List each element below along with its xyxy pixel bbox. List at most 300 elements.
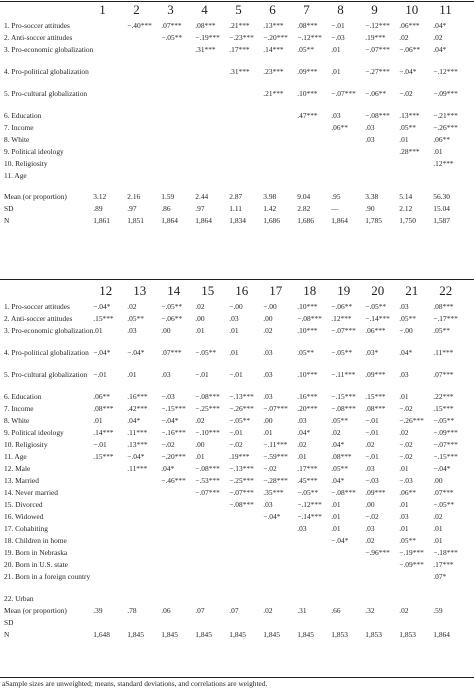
table-row bbox=[0, 122, 465, 134]
table-cell: 1,845 bbox=[161, 630, 178, 639]
table-cell bbox=[195, 593, 229, 605]
table-cell: .31 bbox=[297, 606, 307, 615]
table-cell bbox=[433, 593, 465, 605]
table-cell: .03 bbox=[297, 416, 307, 425]
table-cell: .16*** bbox=[127, 392, 148, 401]
table-cell: −.25*** bbox=[195, 404, 220, 413]
table-cell bbox=[93, 523, 127, 535]
table-cell: .04* bbox=[331, 476, 345, 485]
table-cell bbox=[263, 593, 297, 605]
table-cell: .32 bbox=[365, 606, 375, 615]
table-cell: −.04* bbox=[161, 416, 179, 425]
table-cell: 1,853 bbox=[365, 630, 382, 639]
table-cell: .01 bbox=[229, 326, 239, 335]
table-cell: 1,853 bbox=[399, 630, 416, 639]
table-cell: .01 bbox=[331, 512, 341, 521]
table-cell: .03 bbox=[263, 500, 273, 509]
table-cell: −.07*** bbox=[331, 326, 356, 335]
table-row bbox=[0, 20, 465, 32]
table-cell bbox=[127, 44, 161, 66]
table-cell: 2.16 bbox=[127, 192, 141, 201]
table-cell: .13*** bbox=[399, 111, 420, 120]
table-cell: .05** bbox=[399, 536, 416, 545]
table-cell bbox=[297, 535, 331, 547]
summary-row-sd bbox=[0, 617, 465, 629]
table-cell: .09*** bbox=[365, 370, 386, 379]
table-cell bbox=[297, 593, 331, 605]
mid-rule bbox=[0, 279, 474, 280]
table-cell bbox=[93, 593, 127, 605]
table-cell: .17*** bbox=[433, 560, 454, 569]
table-cell: .01 bbox=[331, 500, 341, 509]
table-cell: .06*** bbox=[399, 21, 420, 30]
table-cell: .05** bbox=[127, 314, 144, 323]
table-cell: 1,853 bbox=[331, 630, 348, 639]
table-cell bbox=[365, 593, 399, 605]
correlation-table-bottom bbox=[0, 281, 465, 641]
row-label: 10. Religiosity bbox=[4, 440, 48, 449]
table-cell: −.02 bbox=[161, 440, 175, 449]
table-cell: .03* bbox=[365, 348, 379, 357]
table-cell: −.02 bbox=[399, 404, 413, 413]
row-label: 8. White bbox=[4, 416, 30, 425]
table-cell: .08*** bbox=[195, 21, 216, 30]
summary-row-mean bbox=[0, 605, 465, 617]
table-cell: 3.12 bbox=[93, 192, 107, 201]
row-label: Mean (or proportion) bbox=[4, 606, 67, 615]
table-cell: .15*** bbox=[365, 392, 386, 401]
table-cell: −.09*** bbox=[433, 428, 458, 437]
table-cell: .07*** bbox=[433, 488, 454, 497]
table-cell: .03 bbox=[399, 512, 409, 521]
table-cell bbox=[195, 146, 229, 158]
table-cell: .07* bbox=[433, 572, 447, 581]
table-cell bbox=[93, 535, 127, 547]
table-cell bbox=[93, 20, 127, 32]
table-row bbox=[0, 44, 465, 66]
table-cell: .08*** bbox=[433, 302, 454, 311]
table-cell bbox=[399, 170, 433, 182]
table-cell: .01 bbox=[399, 500, 409, 509]
table-cell bbox=[93, 463, 127, 475]
table-cell bbox=[161, 170, 195, 182]
table-cell bbox=[127, 122, 161, 134]
row-label: 7. Income bbox=[4, 404, 34, 413]
table-cell: −.17*** bbox=[433, 314, 458, 323]
table-cell bbox=[229, 617, 263, 629]
table-cell: .07*** bbox=[161, 21, 182, 30]
row-label: 21. Born in a foreign country bbox=[4, 572, 91, 581]
table-cell: .02 bbox=[365, 536, 375, 545]
table-footnote: aSample sizes are unweighted; means, standard deviations, and correlations are weighted. bbox=[2, 679, 268, 688]
table-cell: 1.42 bbox=[263, 204, 277, 213]
table-cell bbox=[127, 571, 161, 593]
table-cell: .01 bbox=[433, 147, 443, 156]
table-cell bbox=[127, 88, 161, 110]
correlation-table-top bbox=[0, 0, 465, 227]
table-cell: .01 bbox=[399, 524, 409, 533]
table-cell bbox=[229, 146, 263, 158]
table-row bbox=[0, 499, 465, 511]
row-label: Mean (or proportion) bbox=[4, 192, 67, 201]
table-cell: −.26*** bbox=[399, 416, 424, 425]
summary-row-sd bbox=[0, 203, 465, 215]
table-row bbox=[0, 593, 465, 605]
row-label: 17. Cohabiting bbox=[4, 524, 48, 533]
table-cell: −.15*** bbox=[433, 452, 458, 461]
table-cell: −.25*** bbox=[229, 476, 254, 485]
table-cell bbox=[263, 158, 297, 170]
column-header: 13 bbox=[133, 283, 147, 298]
table-row bbox=[0, 487, 465, 499]
table-cell: −.04* bbox=[93, 348, 111, 357]
table-cell: 3.98 bbox=[263, 192, 277, 201]
table-cell: 1,750 bbox=[399, 216, 416, 225]
table-cell: 1,845 bbox=[297, 630, 314, 639]
table-cell bbox=[127, 134, 161, 146]
table-cell: 56.30 bbox=[433, 192, 450, 201]
table-row bbox=[0, 301, 465, 313]
table-cell: .45*** bbox=[297, 476, 318, 485]
table-cell bbox=[229, 134, 263, 146]
table-cell bbox=[195, 110, 229, 122]
table-row bbox=[0, 475, 465, 487]
table-cell: .04* bbox=[331, 440, 345, 449]
table-cell: 9.04 bbox=[297, 192, 311, 201]
table-cell bbox=[263, 110, 297, 122]
row-label: 1. Pro-soccer attitudes bbox=[4, 21, 70, 30]
table-cell: .00 bbox=[263, 314, 273, 323]
table-cell: 1,648 bbox=[93, 630, 110, 639]
table-cell: .15*** bbox=[433, 404, 454, 413]
table-cell bbox=[161, 547, 195, 559]
table-row bbox=[0, 391, 465, 403]
table-cell: .66 bbox=[331, 606, 341, 615]
column-header: 21 bbox=[405, 283, 419, 298]
table-cell: .09*** bbox=[297, 67, 318, 76]
table-cell: −.07*** bbox=[433, 440, 458, 449]
column-header: 4 bbox=[201, 2, 208, 17]
table-cell bbox=[263, 559, 297, 571]
table-cell: −.11*** bbox=[263, 440, 288, 449]
table-cell bbox=[127, 110, 161, 122]
row-label: 22. Urban bbox=[4, 594, 34, 603]
row-label: 18. Children in home bbox=[4, 536, 67, 545]
table-cell bbox=[365, 170, 399, 182]
table-cell bbox=[93, 88, 127, 110]
table-cell bbox=[297, 122, 331, 134]
table-cell: −.59*** bbox=[263, 452, 288, 461]
table-cell: −.96*** bbox=[365, 548, 390, 557]
table-cell: 1,587 bbox=[433, 216, 450, 225]
table-cell: −.07*** bbox=[229, 488, 254, 497]
table-cell: .14*** bbox=[93, 428, 114, 437]
summary-row-n bbox=[0, 215, 465, 227]
table-cell: .04* bbox=[433, 45, 447, 54]
table-cell: .13*** bbox=[127, 440, 148, 449]
table-cell bbox=[297, 617, 331, 629]
table-cell bbox=[127, 617, 161, 629]
column-header: 17 bbox=[269, 283, 283, 298]
table-cell: .07 bbox=[229, 606, 239, 615]
table-cell: 1,845 bbox=[263, 630, 280, 639]
table-cell bbox=[93, 547, 127, 559]
table-cell: −.21*** bbox=[433, 111, 458, 120]
table-cell: .19*** bbox=[229, 452, 250, 461]
table-cell: .08*** bbox=[331, 452, 352, 461]
column-header: 6 bbox=[269, 2, 276, 17]
table-cell: .42*** bbox=[127, 404, 148, 413]
row-label: 4. Pro-political globalization bbox=[4, 348, 89, 357]
table-cell: −.02 bbox=[399, 440, 413, 449]
table-cell: −.14*** bbox=[297, 512, 322, 521]
table-cell bbox=[331, 593, 365, 605]
table-cell: 1,851 bbox=[127, 216, 144, 225]
table-cell bbox=[433, 617, 465, 629]
table-cell: .01 bbox=[399, 135, 409, 144]
row-label: 7. Income bbox=[4, 123, 34, 132]
row-label: 5. Pro-cultural globalization bbox=[4, 370, 88, 379]
table-cell bbox=[331, 158, 365, 170]
table-row bbox=[0, 439, 465, 451]
table-cell bbox=[195, 134, 229, 146]
table-cell bbox=[331, 146, 365, 158]
table-cell: −.04* bbox=[433, 464, 451, 473]
table-cell bbox=[229, 158, 263, 170]
table-cell bbox=[93, 134, 127, 146]
table-cell: −.20*** bbox=[263, 33, 288, 42]
table-cell: .03 bbox=[365, 524, 375, 533]
table-cell: .01 bbox=[263, 428, 273, 437]
table-cell: −.01 bbox=[195, 370, 209, 379]
table-cell: −.07*** bbox=[263, 404, 288, 413]
table-cell: .00 bbox=[195, 314, 205, 323]
table-cell: −.01 bbox=[93, 370, 107, 379]
table-cell: −.13*** bbox=[229, 392, 254, 401]
table-cell: .02 bbox=[399, 428, 409, 437]
row-label: 5. Pro-cultural globalization bbox=[4, 89, 88, 98]
row-label: 9. Political ideology bbox=[4, 428, 64, 437]
table-cell: .02 bbox=[263, 326, 273, 335]
column-header: 5 bbox=[235, 2, 242, 17]
column-header: 20 bbox=[371, 283, 385, 298]
table-cell: 1.11 bbox=[229, 204, 242, 213]
table-cell: −.10*** bbox=[195, 428, 220, 437]
table-cell bbox=[331, 547, 365, 559]
table-cell bbox=[161, 511, 195, 523]
table-cell: .03 bbox=[331, 111, 341, 120]
table-cell: −.08*** bbox=[331, 488, 356, 497]
table-cell bbox=[161, 593, 195, 605]
column-header: 15 bbox=[201, 283, 215, 298]
table-cell bbox=[365, 617, 399, 629]
table-cell: .15*** bbox=[93, 452, 114, 461]
table-cell: .04* bbox=[399, 348, 413, 357]
table-cell: .01 bbox=[195, 326, 205, 335]
table-cell: .95 bbox=[331, 192, 341, 201]
table-cell: −.05** bbox=[161, 302, 183, 311]
table-cell bbox=[127, 559, 161, 571]
table-cell: .10*** bbox=[297, 302, 318, 311]
table-cell bbox=[297, 559, 331, 571]
table-cell: — bbox=[331, 204, 339, 213]
table-cell: −.04* bbox=[93, 302, 111, 311]
row-label: 2. Anti-soccer attitudes bbox=[4, 314, 73, 323]
table-cell: .31*** bbox=[195, 45, 216, 54]
row-label: 6. Education bbox=[4, 111, 42, 120]
table-cell: .01 bbox=[229, 348, 239, 357]
table-row bbox=[0, 32, 465, 44]
row-label: 2. Anti-soccer attitudes bbox=[4, 33, 73, 42]
table-cell: .03 bbox=[229, 314, 239, 323]
table-cell bbox=[229, 110, 263, 122]
header-corner bbox=[0, 281, 93, 301]
table-cell: .20*** bbox=[297, 404, 318, 413]
table-cell: 1,861 bbox=[93, 216, 110, 225]
table-cell bbox=[263, 547, 297, 559]
table-cell: .01 bbox=[331, 67, 341, 76]
table-cell bbox=[297, 571, 331, 593]
column-header: 18 bbox=[303, 283, 317, 298]
table-row bbox=[0, 146, 465, 158]
table-cell: −.06** bbox=[399, 45, 421, 54]
table-cell: .21*** bbox=[263, 89, 284, 98]
table-cell: .07*** bbox=[433, 370, 454, 379]
column-header: 7 bbox=[303, 2, 310, 17]
table-row bbox=[0, 571, 465, 593]
table-cell: −.05** bbox=[365, 302, 387, 311]
table-cell: −.03 bbox=[365, 476, 379, 485]
table-cell: −.05** bbox=[229, 416, 251, 425]
table-cell: .06** bbox=[399, 488, 416, 497]
table-cell: .11*** bbox=[433, 348, 454, 357]
table-cell: −.02 bbox=[399, 89, 413, 98]
header-corner bbox=[0, 0, 93, 20]
table-cell: −.01 bbox=[331, 21, 345, 30]
table-row bbox=[0, 511, 465, 523]
table-cell bbox=[263, 146, 297, 158]
column-header: 11 bbox=[439, 2, 452, 17]
table-cell: 1,864 bbox=[331, 216, 348, 225]
table-cell bbox=[365, 559, 399, 571]
table-cell bbox=[297, 146, 331, 158]
row-label: 15. Divorced bbox=[4, 500, 43, 509]
table-cell bbox=[93, 146, 127, 158]
row-label: 9. Political ideology bbox=[4, 147, 64, 156]
table-cell: .03 bbox=[399, 370, 409, 379]
table-cell bbox=[161, 535, 195, 547]
table-cell: .02 bbox=[127, 302, 137, 311]
table-cell: 1,864 bbox=[195, 216, 212, 225]
table-cell bbox=[93, 170, 127, 182]
table-cell bbox=[161, 559, 195, 571]
table-cell: .00 bbox=[365, 500, 375, 509]
table-cell: −.08*** bbox=[365, 111, 390, 120]
table-cell: .02 bbox=[365, 440, 375, 449]
column-header: 9 bbox=[371, 2, 378, 17]
table-cell: .02 bbox=[195, 302, 205, 311]
table-cell: .15*** bbox=[93, 314, 114, 323]
table-cell: .19*** bbox=[365, 33, 386, 42]
table-cell: −.19*** bbox=[399, 548, 424, 557]
table-cell: −.12*** bbox=[433, 67, 458, 76]
table-cell bbox=[263, 523, 297, 535]
table-cell: .97 bbox=[195, 204, 205, 213]
table-cell bbox=[195, 547, 229, 559]
table-row bbox=[0, 66, 465, 88]
table-cell bbox=[229, 547, 263, 559]
table-cell: −.01 bbox=[365, 452, 379, 461]
table-cell bbox=[365, 571, 399, 593]
header-row bbox=[0, 281, 465, 301]
table-cell bbox=[127, 487, 161, 499]
table-cell: .05** bbox=[297, 348, 314, 357]
table-cell bbox=[93, 499, 127, 511]
table-cell bbox=[93, 66, 127, 88]
table-cell: −.04* bbox=[263, 512, 281, 521]
table-cell bbox=[195, 535, 229, 547]
row-label: 16. Widowed bbox=[4, 512, 44, 521]
table-cell: −.01 bbox=[365, 428, 379, 437]
table-cell: .59 bbox=[433, 606, 443, 615]
table-cell bbox=[127, 158, 161, 170]
table-cell: −.04* bbox=[127, 452, 145, 461]
table-cell: .01 bbox=[195, 452, 205, 461]
table-cell: −.19*** bbox=[195, 33, 220, 42]
table-cell: −.03 bbox=[331, 33, 345, 42]
table-cell bbox=[331, 559, 365, 571]
table-cell: −.15*** bbox=[331, 392, 356, 401]
table-cell bbox=[365, 146, 399, 158]
table-cell bbox=[297, 170, 331, 182]
table-cell: .00 bbox=[433, 476, 443, 485]
row-label: 14. Never married bbox=[4, 488, 58, 497]
table-cell: .12*** bbox=[331, 314, 352, 323]
row-label: 3. Pro-economic globalization bbox=[4, 326, 94, 335]
row-label: 11. Age bbox=[4, 171, 27, 180]
table-cell: .03 bbox=[263, 348, 273, 357]
table-cell: −.40*** bbox=[127, 21, 152, 30]
table-cell: .97 bbox=[127, 204, 137, 213]
table-cell: 1,785 bbox=[365, 216, 382, 225]
table-cell bbox=[229, 559, 263, 571]
table-row bbox=[0, 415, 465, 427]
table-cell bbox=[93, 32, 127, 44]
row-label: 1. Pro-soccer attitudes bbox=[4, 302, 70, 311]
table-cell: −.46*** bbox=[161, 476, 186, 485]
table-cell bbox=[93, 110, 127, 122]
table-cell: .78 bbox=[127, 606, 137, 615]
column-header: 12 bbox=[99, 283, 113, 298]
table-cell bbox=[263, 122, 297, 134]
table-cell bbox=[229, 523, 263, 535]
table-row bbox=[0, 170, 465, 182]
table-row bbox=[0, 347, 465, 369]
table-cell bbox=[93, 158, 127, 170]
table-cell bbox=[127, 32, 161, 44]
table-cell: 1,686 bbox=[297, 216, 314, 225]
table-cell: 15.04 bbox=[433, 204, 450, 213]
row-label: 4. Pro-political globalization bbox=[4, 67, 89, 76]
table-cell: −.01 bbox=[365, 416, 379, 425]
table-cell: .00 bbox=[161, 326, 171, 335]
table-cell: −.02 bbox=[263, 464, 277, 473]
table-cell: 1,834 bbox=[229, 216, 246, 225]
table-cell: .01 bbox=[127, 370, 137, 379]
table-cell: −.27*** bbox=[365, 67, 390, 76]
table-cell: −.01 bbox=[229, 370, 243, 379]
table-cell bbox=[331, 170, 365, 182]
